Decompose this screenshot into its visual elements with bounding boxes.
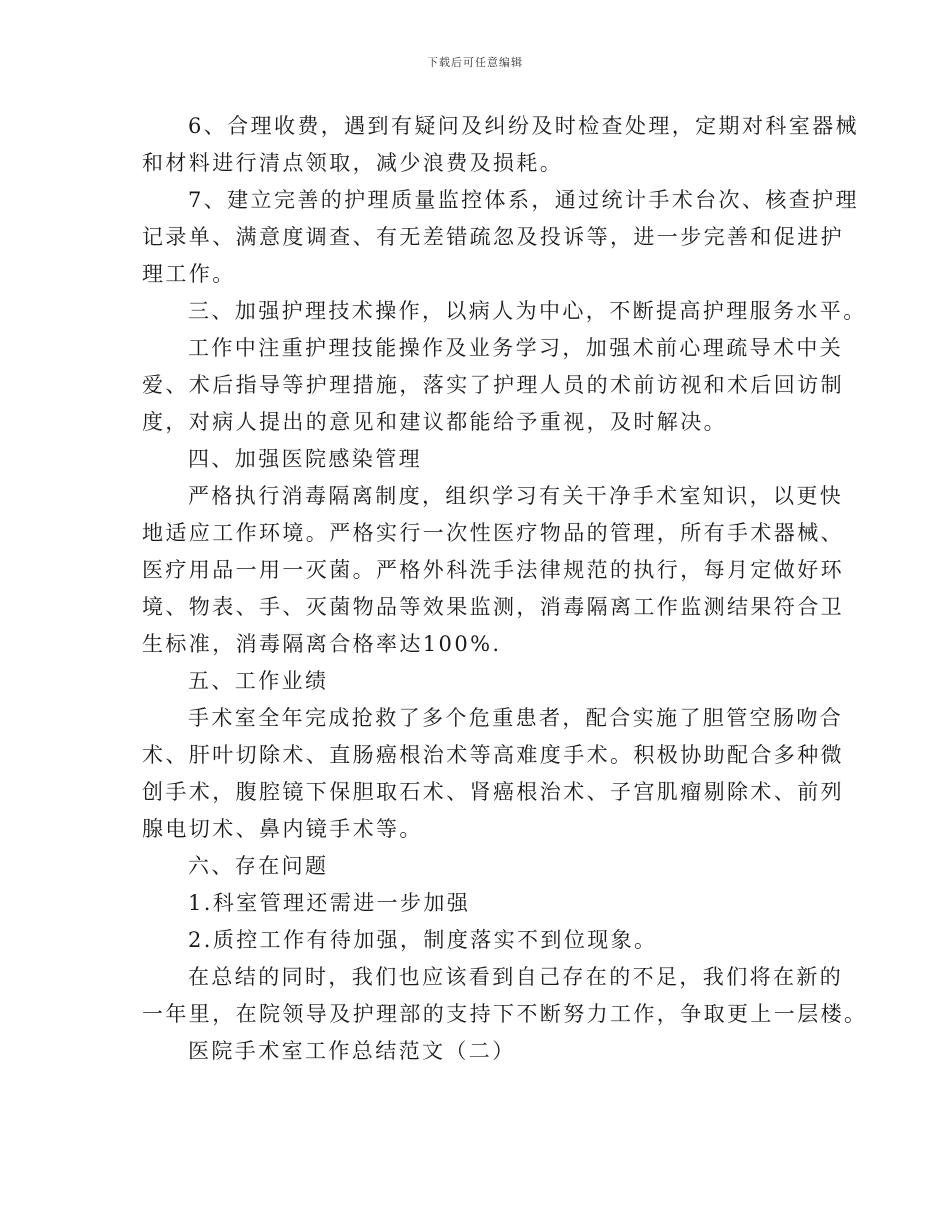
text-line: 地适应工作环境。严格实行一次性医疗物品的管理，所有手术器械、	[142, 521, 844, 545]
text-line: 五、工作业绩	[188, 669, 329, 693]
text-line: 六、存在问题	[188, 854, 329, 878]
text-line: 医院手术室工作总结范文（二）	[188, 1039, 516, 1063]
text-line: 爱、术后指导等护理措施，落实了护理人员的术前访视和术后回访制	[142, 373, 844, 397]
text-line: 医疗用品一用一灭菌。严格外科洗手法律规范的执行，每月定做好环	[142, 558, 844, 582]
text-line: 一年里，在院领导及护理部的支持下不断努力工作，争取更上一层楼。	[142, 1002, 868, 1026]
text-line: 创手术，腹腔镜下保胆取石术、肾癌根治术、子宫肌瘤剔除术、前列	[142, 780, 844, 804]
text-line: 术、肝叶切除术、直肠癌根治术等高难度手术。积极协助配合多种微	[142, 743, 844, 767]
text-line: 度，对病人提出的意见和建议都能给予重视，及时解决。	[142, 410, 727, 434]
text-line: 腺电切术、鼻内镜手术等。	[142, 817, 423, 841]
text-line: 理工作。	[142, 262, 236, 286]
text-line: 工作中注重护理技能操作及业务学习，加强术前心理疏导术中关	[188, 336, 844, 360]
text-line: 三、加强护理技术操作，以病人为中心，不断提高护理服务水平。	[188, 299, 867, 323]
text-line: 生标准，消毒隔离合格率达100%.	[142, 632, 502, 656]
page-header: 下载后可任意编辑	[427, 56, 523, 69]
text-line: 1.科室管理还需进一步加强	[188, 891, 471, 915]
text-line: 严格执行消毒隔离制度，组织学习有关干净手术室知识，以更快	[188, 484, 844, 508]
text-line: 6、合理收费，遇到有疑问及纠纷及时检查处理，定期对科室器械	[188, 114, 859, 138]
text-line: 和材料进行清点领取，减少浪费及损耗。	[142, 151, 564, 175]
text-line: 记录单、满意度调查、有无差错疏忽及投诉等，进一步完善和促进护	[142, 225, 844, 249]
text-line: 手术室全年完成抢救了多个危重患者，配合实施了胆管空肠吻合	[188, 706, 844, 730]
text-line: 7、建立完善的护理质量监控体系，通过统计手术台次、核查护理	[188, 188, 859, 212]
text-line: 2.质控工作有待加强，制度落实不到位现象。	[188, 928, 658, 952]
document-body	[142, 108, 868, 1070]
text-line: 在总结的同时，我们也应该看到自己存在的不足，我们将在新的	[188, 965, 844, 989]
text-line: 四、加强医院感染管理	[188, 447, 422, 471]
text-line: 境、物表、手、灭菌物品等效果监测，消毒隔离工作监测结果符合卫	[142, 595, 844, 619]
